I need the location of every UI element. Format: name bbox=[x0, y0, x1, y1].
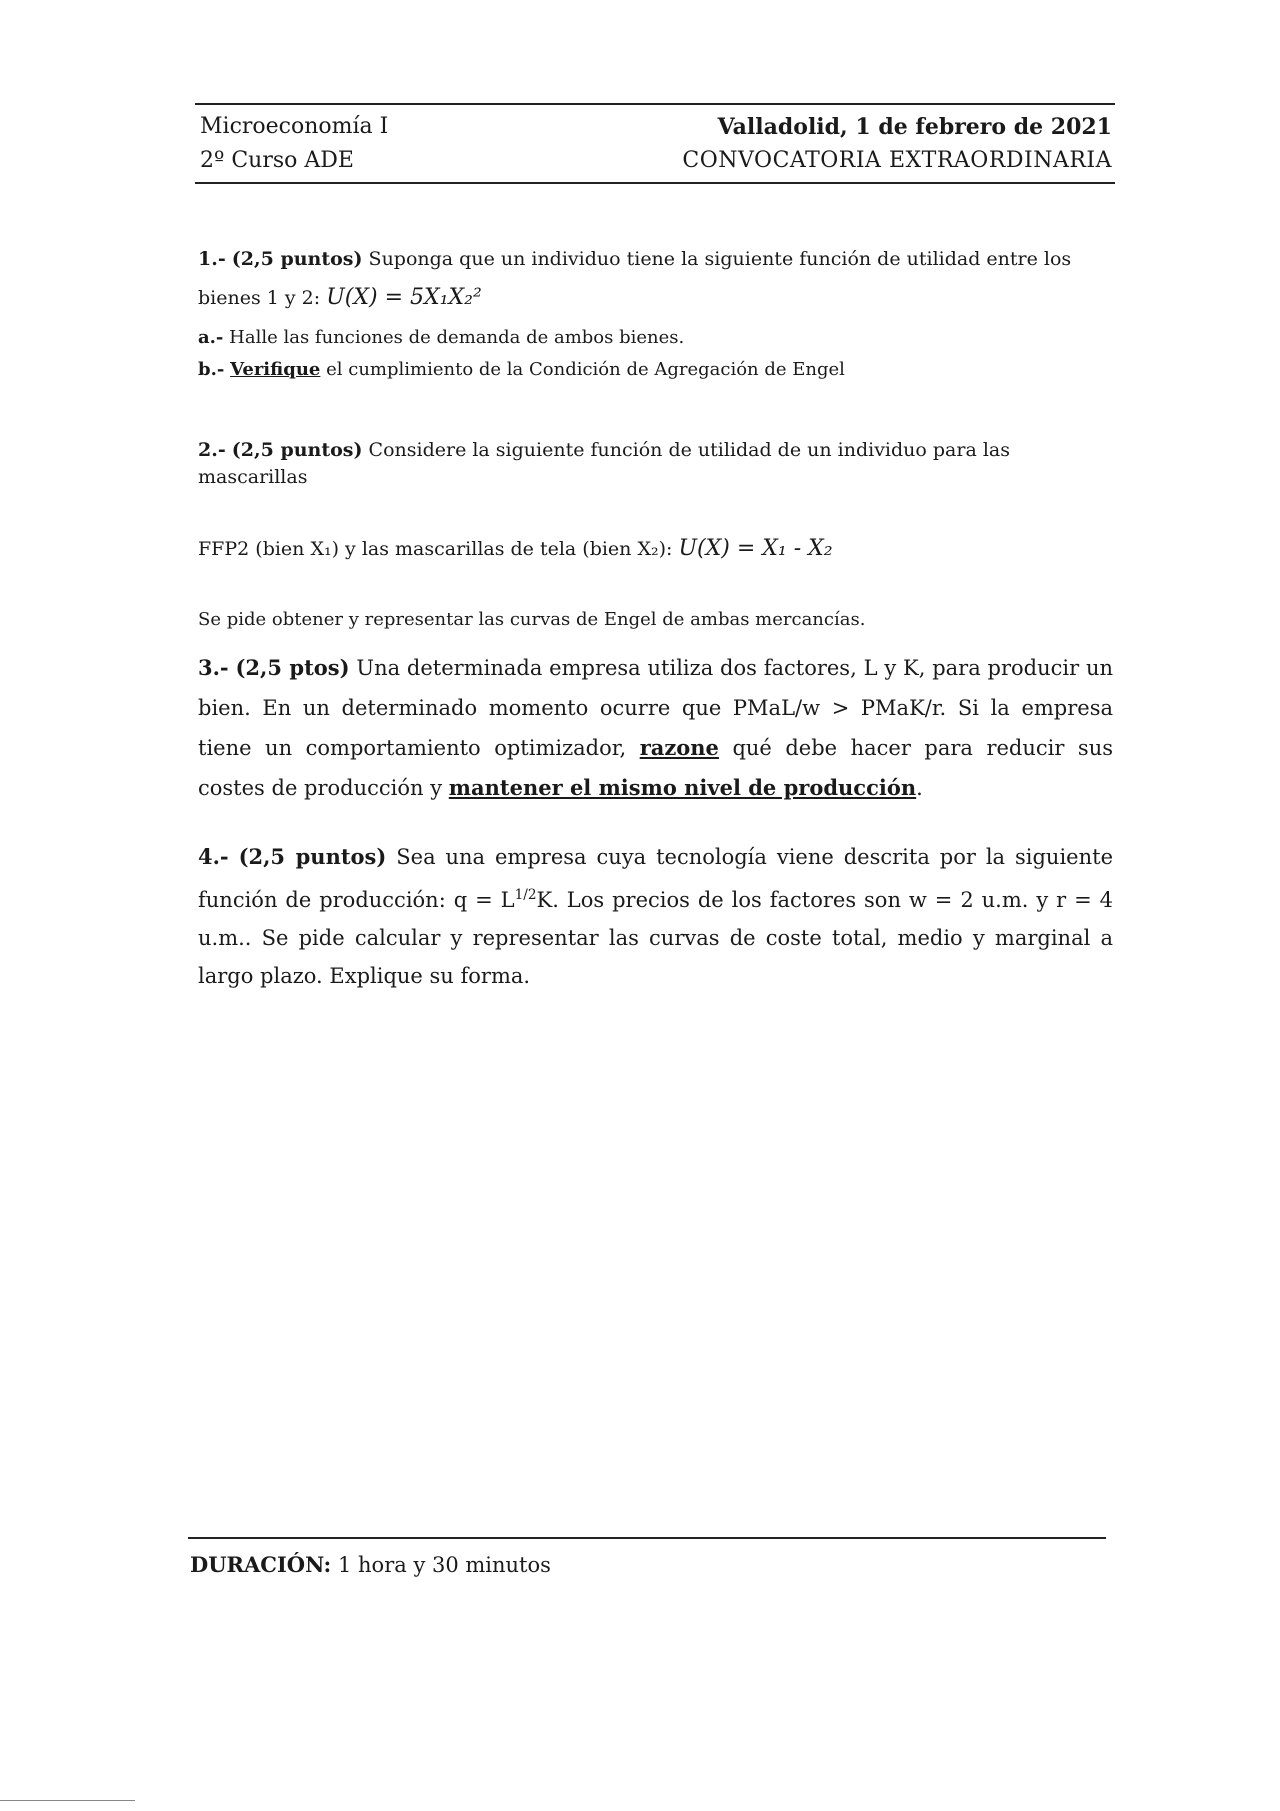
q3-emphasis-level: mantener el mismo nivel de producción bbox=[448, 775, 917, 800]
q4-number: 4.- bbox=[198, 844, 229, 869]
q2-number: 2.- bbox=[198, 439, 226, 461]
q4-points: (2,5 puntos) bbox=[238, 844, 387, 869]
q3-end: . bbox=[916, 776, 923, 800]
header-bottom-rule bbox=[195, 182, 1115, 184]
q1-text-2: bienes 1 y 2: bbox=[198, 286, 321, 309]
question-1 bbox=[198, 246, 1118, 382]
q4-text-1: Sea una empresa cuya tecnología viene descrita por la siguiente función de producción: q = L bbox=[198, 845, 1113, 912]
q1b-label: b.- bbox=[198, 358, 225, 380]
q1b-verb: Verifique bbox=[230, 358, 321, 380]
duration bbox=[190, 1552, 551, 1577]
q2-text-1: Considere la siguiente función de utilidad de un individuo para las mascarillas bbox=[198, 439, 1010, 488]
q1-utility-formula: U(X) = 5X₁X₂² bbox=[326, 284, 482, 310]
q2-text-3: Se pide obtener y representar las curvas de Engel de ambas mercancías. bbox=[198, 608, 866, 630]
q1b-text: el cumplimiento de la Condición de Agregación de Engel bbox=[326, 358, 845, 380]
q1a-text: Halle las funciones de demanda de ambos bienes. bbox=[229, 327, 685, 349]
q4-exponent: 1/2 bbox=[514, 887, 537, 903]
place-date: Valladolid, 1 de febrero de 2021 bbox=[717, 114, 1112, 140]
course-year: 2º Curso ADE bbox=[200, 148, 354, 173]
q2-text-2: FFP2 (bien X₁) y las mascarillas de tela (bien X₂): bbox=[198, 538, 673, 561]
duration-value: 1 hora y 30 minutos bbox=[338, 1553, 551, 1577]
scan-edge-line bbox=[0, 1800, 135, 1801]
q3-text-2: qué debe hacer para reducir sus costes de producción y bbox=[198, 736, 1114, 800]
q1-points: (2,5 puntos) bbox=[231, 248, 363, 270]
q3-points: (2,5 ptos) bbox=[235, 655, 350, 680]
q4-text-2: K. Los precios de los factores son w = 2 u.m. y r = 4 u.m.. Se pide calcular y representar las curvas de coste total, medio y marginal a largo plazo. Explique su forma. bbox=[198, 888, 1113, 988]
q3-text-1: Una determinada empresa utiliza dos factores, L y K, para producir un bien. En un determinado momento ocurre que PMaL/w > PMaK/r. Si la empresa tiene un comportamiento optimizador, bbox=[198, 656, 1113, 760]
footer-rule bbox=[188, 1537, 1106, 1539]
course-name: Microeconomía I bbox=[200, 114, 389, 139]
header-top-rule bbox=[195, 103, 1115, 105]
q2-utility-formula: U(X) = X₁ - X₂ bbox=[678, 536, 833, 562]
q2-points: (2,5 puntos) bbox=[231, 439, 363, 461]
q1a-label: a.- bbox=[198, 327, 224, 349]
question-2 bbox=[198, 437, 1118, 632]
exam-type: CONVOCATORIA EXTRAORDINARIA bbox=[682, 148, 1112, 173]
q3-emphasis-razone: razone bbox=[639, 735, 719, 760]
question-4 bbox=[198, 838, 1113, 995]
duration-label: DURACIÓN: bbox=[190, 1552, 332, 1577]
question-3 bbox=[198, 648, 1113, 808]
q1-number: 1.- bbox=[198, 248, 226, 270]
q3-number: 3.- bbox=[198, 655, 229, 680]
q1-text-1: Suponga que un individuo tiene la siguiente función de utilidad entre los bbox=[368, 248, 1072, 270]
